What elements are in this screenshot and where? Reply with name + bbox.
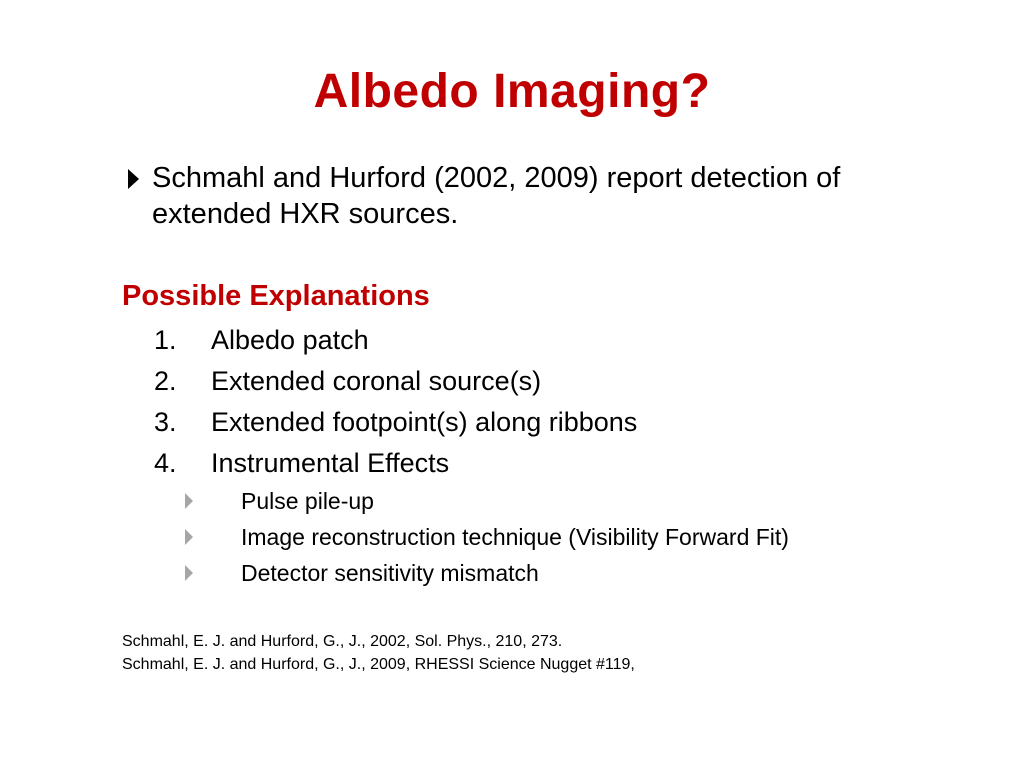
slide-title: Albedo Imaging? (313, 65, 711, 118)
references (122, 630, 635, 676)
section-heading: Possible Explanations (122, 280, 430, 312)
sub-bullet-label: Pulse pile-up (241, 488, 374, 514)
item-label: Extended footpoint(s) along ribbons (211, 407, 638, 437)
sub-bullet-item (122, 555, 922, 591)
sub-bullet-item (122, 519, 922, 555)
item-number: 1. (154, 325, 177, 355)
triangle-right-icon (185, 493, 193, 509)
item-label: Instrumental Effects (211, 448, 450, 478)
sub-bullet-list (122, 483, 922, 591)
item-number: 4. (154, 448, 177, 478)
numbered-item (122, 443, 822, 484)
reference-line: Schmahl, E. J. and Hurford, G., J., 2009, RHESSI Science Nugget #119, (122, 656, 635, 673)
item-number: 3. (154, 407, 177, 437)
triangle-right-icon (185, 529, 193, 545)
numbered-item (122, 402, 822, 443)
numbered-item (122, 361, 822, 402)
main-bullet (122, 160, 882, 232)
numbered-list (122, 320, 822, 484)
numbered-item (122, 320, 822, 361)
item-number: 2. (154, 366, 177, 396)
triangle-right-icon (128, 169, 139, 189)
item-label: Extended coronal source(s) (211, 366, 542, 396)
sub-bullet-item (122, 483, 922, 519)
triangle-right-icon (185, 565, 193, 581)
reference-line: Schmahl, E. J. and Hurford, G., J., 2002, Sol. Phys., 210, 273. (122, 633, 563, 650)
main-bullet-text: Schmahl and Hurford (2002, 2009) report detection of extended HXR sources. (152, 162, 841, 230)
sub-bullet-label: Detector sensitivity mismatch (241, 560, 539, 586)
sub-bullet-label: Image reconstruction technique (Visibility Forward Fit) (241, 524, 789, 550)
item-label: Albedo patch (211, 325, 369, 355)
